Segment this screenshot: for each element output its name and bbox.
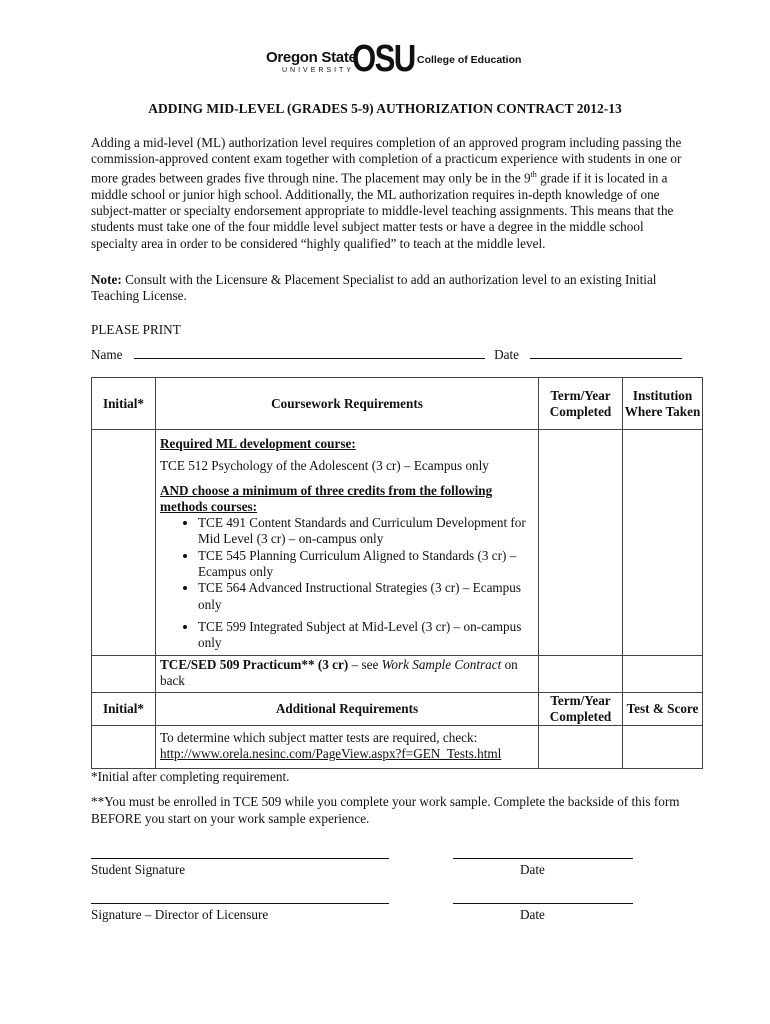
- tests-text: To determine which subject matter tests are required, check:: [160, 729, 478, 745]
- note-paragraph: Note: Consult with the Licensure & Placement Specialist to add an authorization level to an existing Initial Teaching License.: [91, 272, 657, 304]
- footnote-practicum: **You must be enrolled in TCE 509 while you complete your work sample. Complete the backside of this form BEFORE you start on your work sample experience.: [91, 794, 680, 826]
- test-score-cell[interactable]: [623, 725, 703, 768]
- tests-cell: [156, 725, 539, 768]
- initial-cell-tests[interactable]: [92, 725, 156, 768]
- term-year-cell-practicum[interactable]: [539, 656, 623, 693]
- director-signature-line[interactable]: [91, 903, 389, 904]
- osu-logo-mark: OSU: [352, 38, 415, 80]
- document-title: ADDING MID-LEVEL (GRADES 5-9) AUTHORIZATION CONTRACT 2012-13: [148, 101, 622, 116]
- date-label-1: Date: [520, 862, 545, 877]
- intro-paragraph: Adding a mid-level (ML) authorization level requires completion of an approved program including passing the commission-approved content exam together with completion of a practicum experience with students in one or more grades between grades five through nine. The placement may only be in the 9th grade if it is located in a middle school or junior high school. Additionally, the ML authorization requires in-depth knowledge of one subject-matter or specialty endorsement appropriate to middle-level teaching assignments. This means that the students must take one of the four middle level subject matter tests or have a degree in the middle school specialty area in order to be considered “highly qualified” to teach at the middle level.: [91, 135, 682, 251]
- please-print-label: PLEASE PRINT: [91, 322, 181, 337]
- methods-course: • TCE 545 Planning Curriculum Aligned to Standards (3 cr) – Ecampus only: [198, 548, 534, 581]
- header2-initial: Initial*: [92, 692, 156, 725]
- term-year-cell-coursework[interactable]: [539, 430, 623, 656]
- name-field[interactable]: [134, 346, 485, 359]
- date-label-2: Date: [520, 907, 545, 922]
- choose-heading: AND choose a minimum of three credits from the following methods courses:: [160, 482, 493, 514]
- name-label: Name: [91, 347, 123, 362]
- tce512: TCE 512 Psychology of the Adolescent (3 cr) – Ecampus only: [160, 458, 489, 474]
- coursework-cell: [156, 430, 539, 656]
- name-date-row: [91, 346, 691, 363]
- student-signature-line[interactable]: [91, 858, 389, 859]
- institution-cell-coursework[interactable]: [623, 430, 703, 656]
- header-term-year: Term/Year Completed: [539, 378, 623, 430]
- college-name: College of Education: [417, 54, 522, 66]
- initial-cell-coursework[interactable]: [92, 430, 156, 656]
- methods-course: • TCE 599 Integrated Subject at Mid-Level (3 cr) – on-campus only: [198, 619, 534, 652]
- header2-test-score: Test & Score: [623, 692, 703, 725]
- tests-link[interactable]: http://www.orela.nesinc.com/PageView.aspx?f=GEN_Tests.html: [160, 745, 502, 761]
- header2-term-year: Term/Year Completed: [539, 692, 623, 725]
- note-label: Note:: [91, 272, 122, 287]
- university-subtitle: UNIVERSITY: [282, 67, 355, 74]
- methods-course-list: [160, 515, 534, 651]
- header2-additional: Additional Requirements: [156, 692, 539, 725]
- student-signature-label: Student Signature: [91, 862, 186, 877]
- director-signature-label: Signature – Director of Licensure: [91, 907, 269, 922]
- methods-course: • TCE 564 Advanced Instructional Strategies (3 cr) – Ecampus only: [198, 580, 534, 613]
- university-name: Oregon State: [266, 49, 357, 66]
- date-line-1[interactable]: [453, 858, 633, 859]
- institution-cell-practicum[interactable]: [623, 656, 703, 693]
- required-heading: Required ML development course:: [160, 436, 356, 451]
- date-label: Date: [494, 347, 519, 362]
- header-initial: Initial*: [92, 378, 156, 430]
- header-coursework: Coursework Requirements: [156, 378, 539, 430]
- term-year-cell-tests[interactable]: [539, 725, 623, 768]
- methods-course: • TCE 491 Content Standards and Curriculum Development for Mid Level (3 cr) – on-campus only: [198, 515, 534, 548]
- date-line-2[interactable]: [453, 903, 633, 904]
- footnote-initial: *Initial after completing requirement.: [91, 769, 290, 784]
- header-institution: Institution Where Taken: [623, 378, 703, 430]
- initial-cell-practicum[interactable]: [92, 656, 156, 693]
- date-field[interactable]: [530, 346, 682, 359]
- practicum-cell: TCE/SED 509 Practicum** (3 cr) – see Work Sample Contract on back: [156, 656, 539, 693]
- requirements-table: [91, 377, 703, 769]
